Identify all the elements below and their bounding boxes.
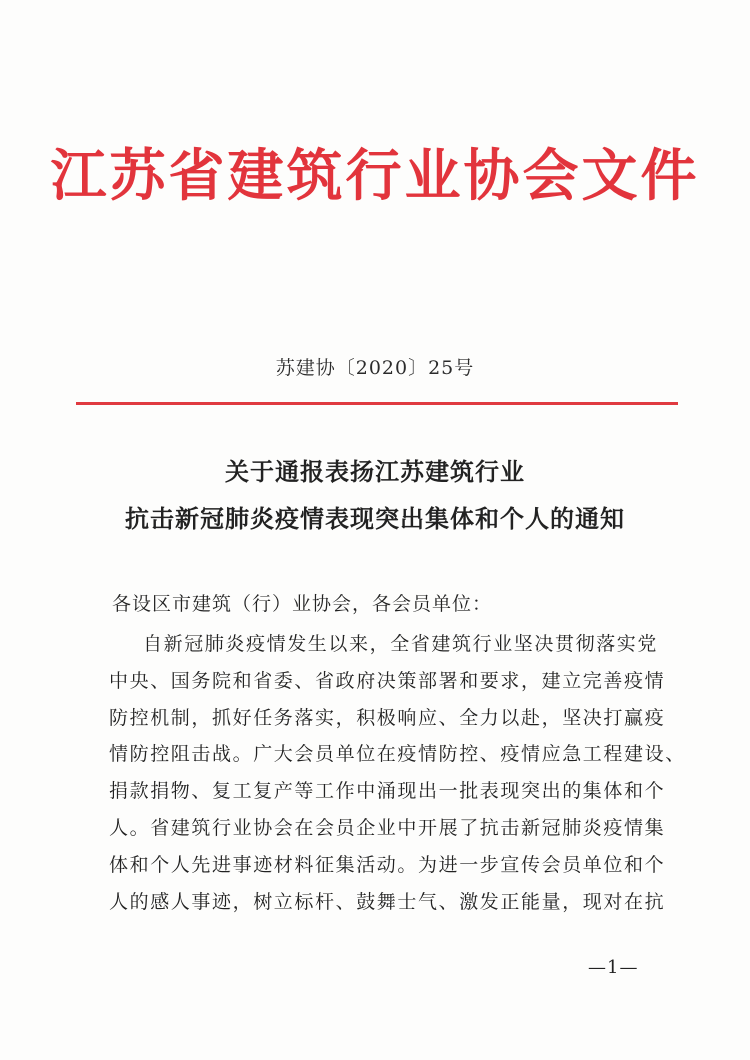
body-line: 体和个人先进事迹材料征集活动。为进一步宣传会员单位和个	[109, 853, 666, 876]
document-number: 苏建协〔2020〕25号	[275, 357, 475, 379]
body-paragraph	[109, 626, 686, 920]
page-number: —1—	[588, 957, 639, 978]
body-line: 中央、国务院和省委、省政府决策部署和要求，建立完善疫情	[109, 669, 666, 692]
body-line: 捐款捐物、复工复产等工作中涌现出一批表现突出的集体和个	[109, 780, 666, 803]
subject-line-1: 关于通报表扬江苏建筑行业	[225, 457, 525, 486]
body-line: 人。省建筑行业协会在会员企业中开展了抗击新冠肺炎疫情集	[109, 816, 666, 839]
document-subject	[0, 448, 750, 542]
body-line: 自新冠肺炎疫情发生以来，全省建筑行业坚决贯彻落实党	[143, 633, 659, 655]
body-line: 防控机制，抓好任务落实，积极响应、全力以赴，坚决打赢疫	[109, 706, 666, 729]
document-header-title: 江苏省建筑行业协会文件	[50, 144, 700, 209]
red-divider-line	[76, 402, 678, 405]
body-line: 人的感人事迹，树立标杆、鼓舞士气、激发正能量，现对在抗	[109, 890, 666, 913]
salutation: 各设区市建筑（行）业协会，各会员单位：	[112, 593, 493, 615]
subject-line-2: 抗击新冠肺炎疫情表现突出集体和个人的通知	[125, 504, 625, 533]
body-line: 情防控阻击战。广大会员单位在疫情防控、疫情应急工程建设、	[109, 743, 686, 766]
